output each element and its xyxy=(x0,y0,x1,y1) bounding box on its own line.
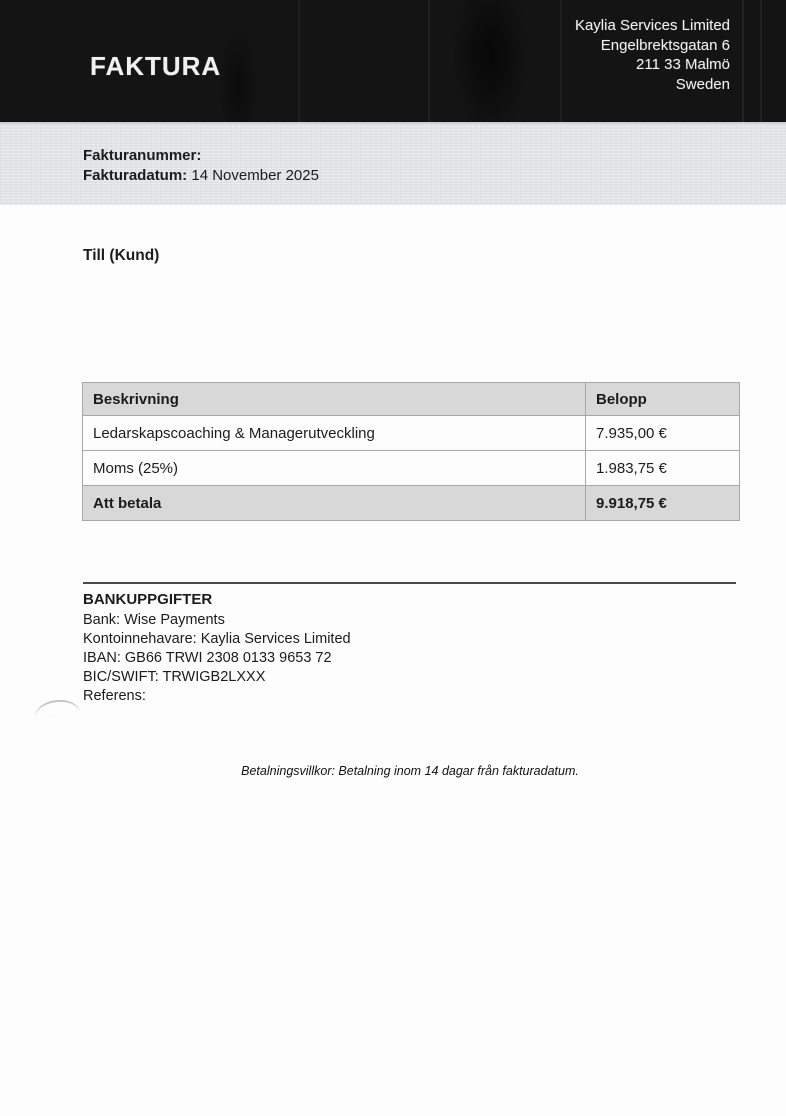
scan-artifact xyxy=(33,698,80,719)
header-band xyxy=(0,0,786,124)
bank-details-section xyxy=(83,590,351,706)
company-city: 211 33 Malmö xyxy=(636,56,730,73)
invoice-number-label: Fakturanummer: xyxy=(83,147,202,164)
account-holder-line: Kontoinnehavare: Kaylia Services Limited xyxy=(83,631,351,647)
line-item-amount: 7.935,00 € xyxy=(586,416,740,451)
vat-description: Moms (25%) xyxy=(83,451,586,486)
invoice-date-line xyxy=(83,166,786,186)
section-divider xyxy=(83,582,736,584)
amounts-table xyxy=(82,382,740,521)
total-label: Att betala xyxy=(83,486,586,521)
invoice-date-value: 14 November 2025 xyxy=(191,167,319,184)
iban-line: IBAN: GB66 TRWI 2308 0133 9653 72 xyxy=(83,650,332,666)
vat-amount: 1.983,75 € xyxy=(586,451,740,486)
bank-name-line: Bank: Wise Payments xyxy=(83,612,225,628)
company-address-block xyxy=(575,16,730,94)
column-header-description: Beskrivning xyxy=(83,383,586,416)
payment-terms: Betalningsvillkor: Betalning inom 14 dagar från fakturadatum. xyxy=(241,764,579,778)
table-row xyxy=(83,416,740,451)
invoice-date-label: Fakturadatum: xyxy=(83,167,188,184)
invoice-number-line xyxy=(83,146,786,166)
bank-details-heading: BANKUPPGIFTER xyxy=(83,591,213,608)
reference-line: Referens: xyxy=(83,688,146,704)
company-country: Sweden xyxy=(675,75,730,93)
line-item-description: Ledarskapscoaching & Managerutveckling xyxy=(83,416,586,451)
bic-swift-line: BIC/SWIFT: TRWIGB2LXXX xyxy=(83,669,266,685)
invoice-meta-band xyxy=(0,124,786,205)
invoice-title: FAKTURA xyxy=(90,51,222,81)
table-row-total xyxy=(83,486,740,521)
recipient-label: Till (Kund) xyxy=(83,247,160,264)
table-row xyxy=(83,451,740,486)
column-header-amount: Belopp xyxy=(586,383,740,416)
company-name: Kaylia Services Limited xyxy=(574,17,730,34)
company-street: Engelbrektsgatan 6 xyxy=(600,36,730,54)
table-header-row xyxy=(83,383,740,416)
total-amount: 9.918,75 € xyxy=(586,486,740,521)
